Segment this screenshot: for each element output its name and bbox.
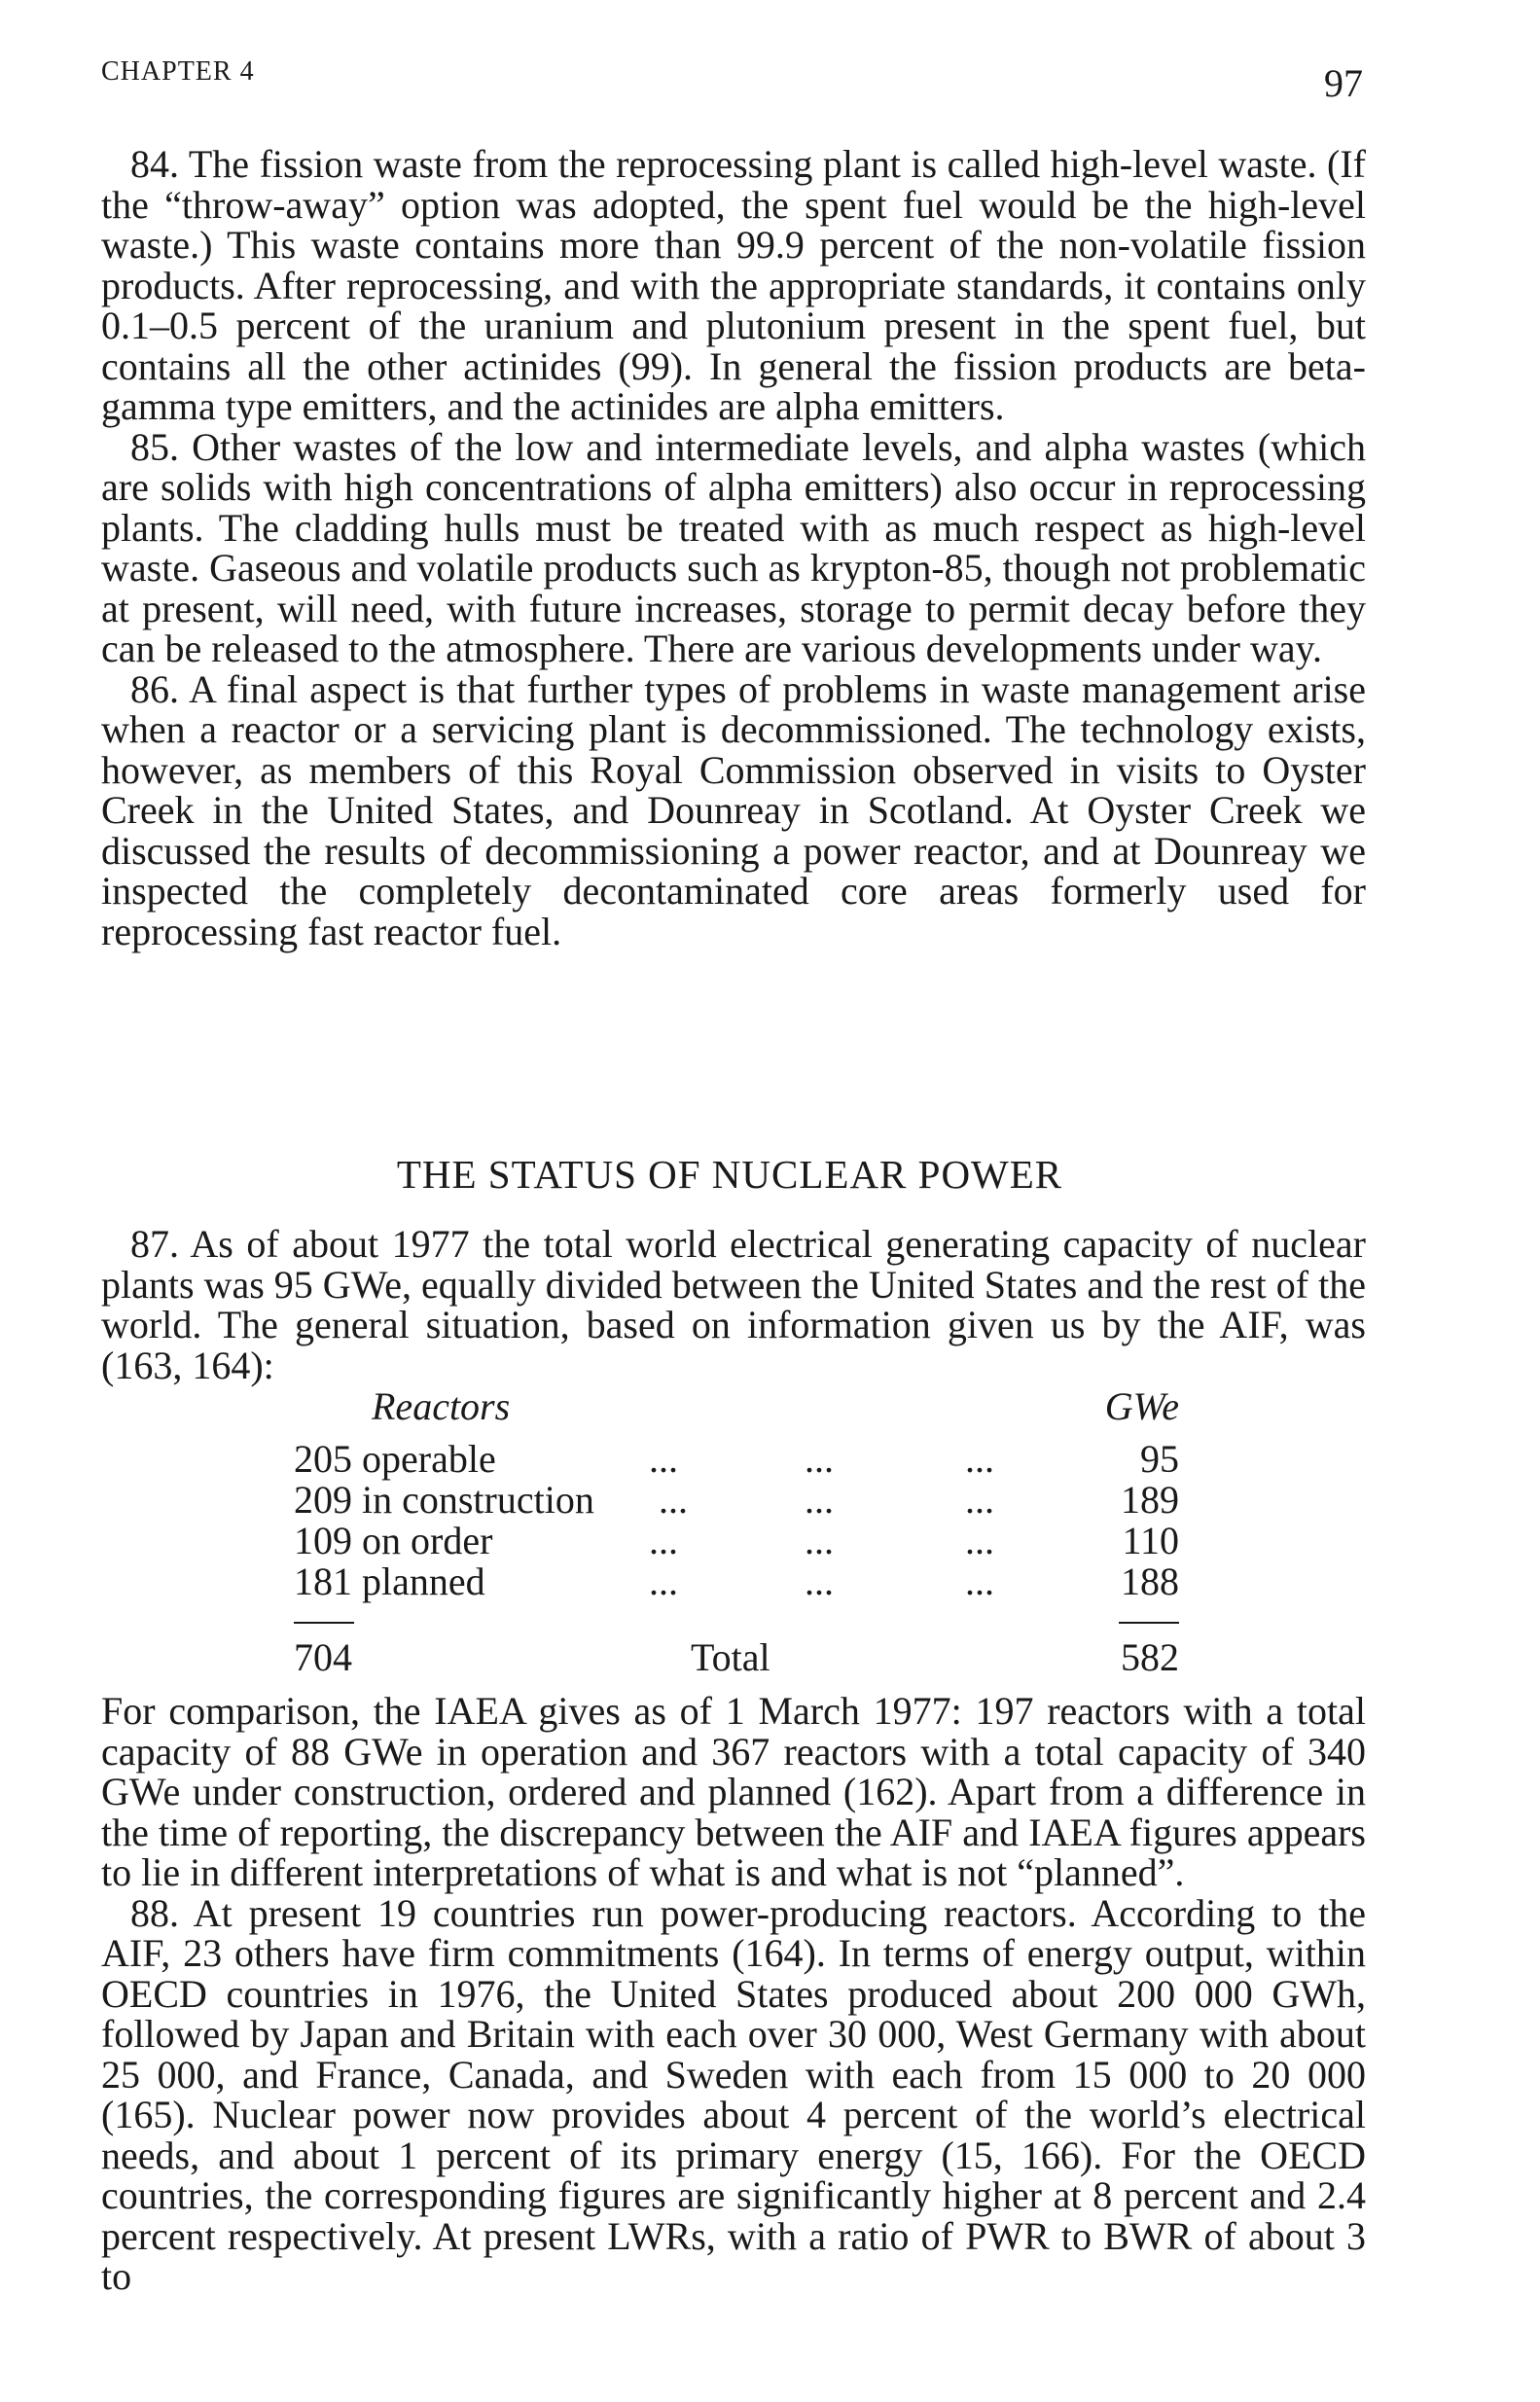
row-label: 109 on order <box>294 1519 493 1562</box>
table-header-reactors: Reactors <box>372 1384 511 1428</box>
page-number: 97 <box>1324 61 1363 105</box>
sum-rule-right <box>1119 1622 1179 1624</box>
paragraph-87: 87. As of about 1977 the total world electrical generating capacity of nuclear plants was 95 GWe, equally divided between the United States and the rest of the world. The general situation, based on information given us by the AIF, was (163, 164): <box>101 1222 1366 1387</box>
table-header-gwe: GWe <box>1104 1384 1179 1428</box>
total-reactors: 704 <box>294 1635 352 1679</box>
leader-dots: ... <box>805 1519 834 1562</box>
total-gwe: 582 <box>1121 1635 1179 1679</box>
sum-rule-left <box>294 1622 354 1624</box>
row-label: 205 operable <box>294 1437 496 1481</box>
row-value: 95 <box>1140 1437 1179 1481</box>
table-header-row <box>294 1386 1179 1427</box>
text-block-top <box>101 144 1366 951</box>
leader-dots: ... <box>965 1519 994 1562</box>
paragraph-comparison: For comparison, the IAEA gives as of 1 March 1977: 197 reactors with a total capacity of 88 GWe in operation and 367 reactors with a total capacity of 340 GWe under construction, ordered and planned (162). Apart from a difference in the time of reporting, the discrepancy between the AIF and IAEA figures appears to lie in different interpretations of what is and what is not “planned”. <box>101 1689 1366 1894</box>
row-value: 188 <box>1121 1560 1179 1603</box>
leader-dots: ... <box>649 1519 678 1562</box>
table-row <box>294 1439 1179 1480</box>
row-value: 110 <box>1122 1519 1179 1562</box>
paragraph-84: 84. The fission waste from the reprocessing plant is called high-level waste. (If the “throw-away” option was adopted, the spent fuel would be the high-level waste.) This waste contains more than 99.9 percent of the non-volatile fission products. After reprocessing, and with the appropriate standards, it contains only 0.1–0.5 percent of the uranium and plutonium present in the spent fuel, but contains all the other actinides (99). In general the fission products are beta-gamma type emitters, and the actinides are alpha emitters. <box>101 142 1366 428</box>
text-block-bottom <box>101 1691 1366 2297</box>
text-block-middle <box>101 1224 1366 1385</box>
leader-dots: ... <box>965 1437 994 1481</box>
leader-dots: ... <box>805 1560 834 1603</box>
running-head: CHAPTER 4 <box>101 56 255 87</box>
total-rules <box>294 1602 1179 1628</box>
paragraph-85: 85. Other wastes of the low and intermediate levels, and alpha wastes (which are solids with high concentrations of alpha emitters) also occur in reprocessing plants. The cladding hulls must be treated with as much respect as high-level waste. Gaseous and volatile products such as krypton-85, though not problematic at present, will need, with future increases, storage to permit decay before they can be released to the atmosphere. There are various developments under way. <box>101 424 1366 670</box>
table-row <box>294 1480 1179 1521</box>
row-label: 209 in construction <box>294 1478 594 1522</box>
row-label: 181 planned <box>294 1560 485 1603</box>
leader-dots: ... <box>805 1437 834 1481</box>
leader-dots: ... <box>805 1478 834 1522</box>
leader-dots: ... <box>965 1560 994 1603</box>
row-value: 189 <box>1121 1478 1179 1522</box>
leader-dots: ... <box>649 1437 678 1481</box>
leader-dots: ... <box>965 1478 994 1522</box>
paragraph-86: 86. A final aspect is that further types of problems in waste management arise when a reactor or a servicing plant is decommissioned. The technology exists, however, as members of this Royal Commission observed in visits to Oyster Creek in the United States, and Dounreay in Scotland. At Oyster Creek we discussed the results of decommissioning a power reactor, and at Dounreay we inspected the completely decontaminated core areas formerly used for reprocessing fast reactor fuel. <box>101 666 1366 953</box>
total-label: Total <box>691 1635 770 1679</box>
reactor-table <box>294 1386 1179 1678</box>
paragraph-88: 88. At present 19 countries run power-producing reactors. According to the AIF, 23 others have firm commitments (164). In terms of energy output, within OECD countries in 1976, the United States produced about 200 000 GWh, followed by Japan and Britain with each over 30 000, West Germany with about 25 000, and France, Canada, and Sweden with each from 15 000 to 20 000 (165). Nuclear power now provides about 4 percent of the world’s electrical needs, and about 1 percent of its primary energy (15, 166). For the OECD countries, the corresponding figures are significantly higher at 8 percent and 2.4 percent respectively. At present LWRs, with a ratio of PWR to BWR of about 3 to <box>101 1890 1366 2298</box>
leader-dots: ... <box>659 1478 688 1522</box>
section-heading: THE STATUS OF NUCLEAR POWER <box>396 1152 1063 1197</box>
table-row <box>294 1521 1179 1561</box>
leader-dots: ... <box>649 1560 678 1603</box>
table-row <box>294 1561 1179 1602</box>
table-total-row <box>294 1637 1179 1678</box>
